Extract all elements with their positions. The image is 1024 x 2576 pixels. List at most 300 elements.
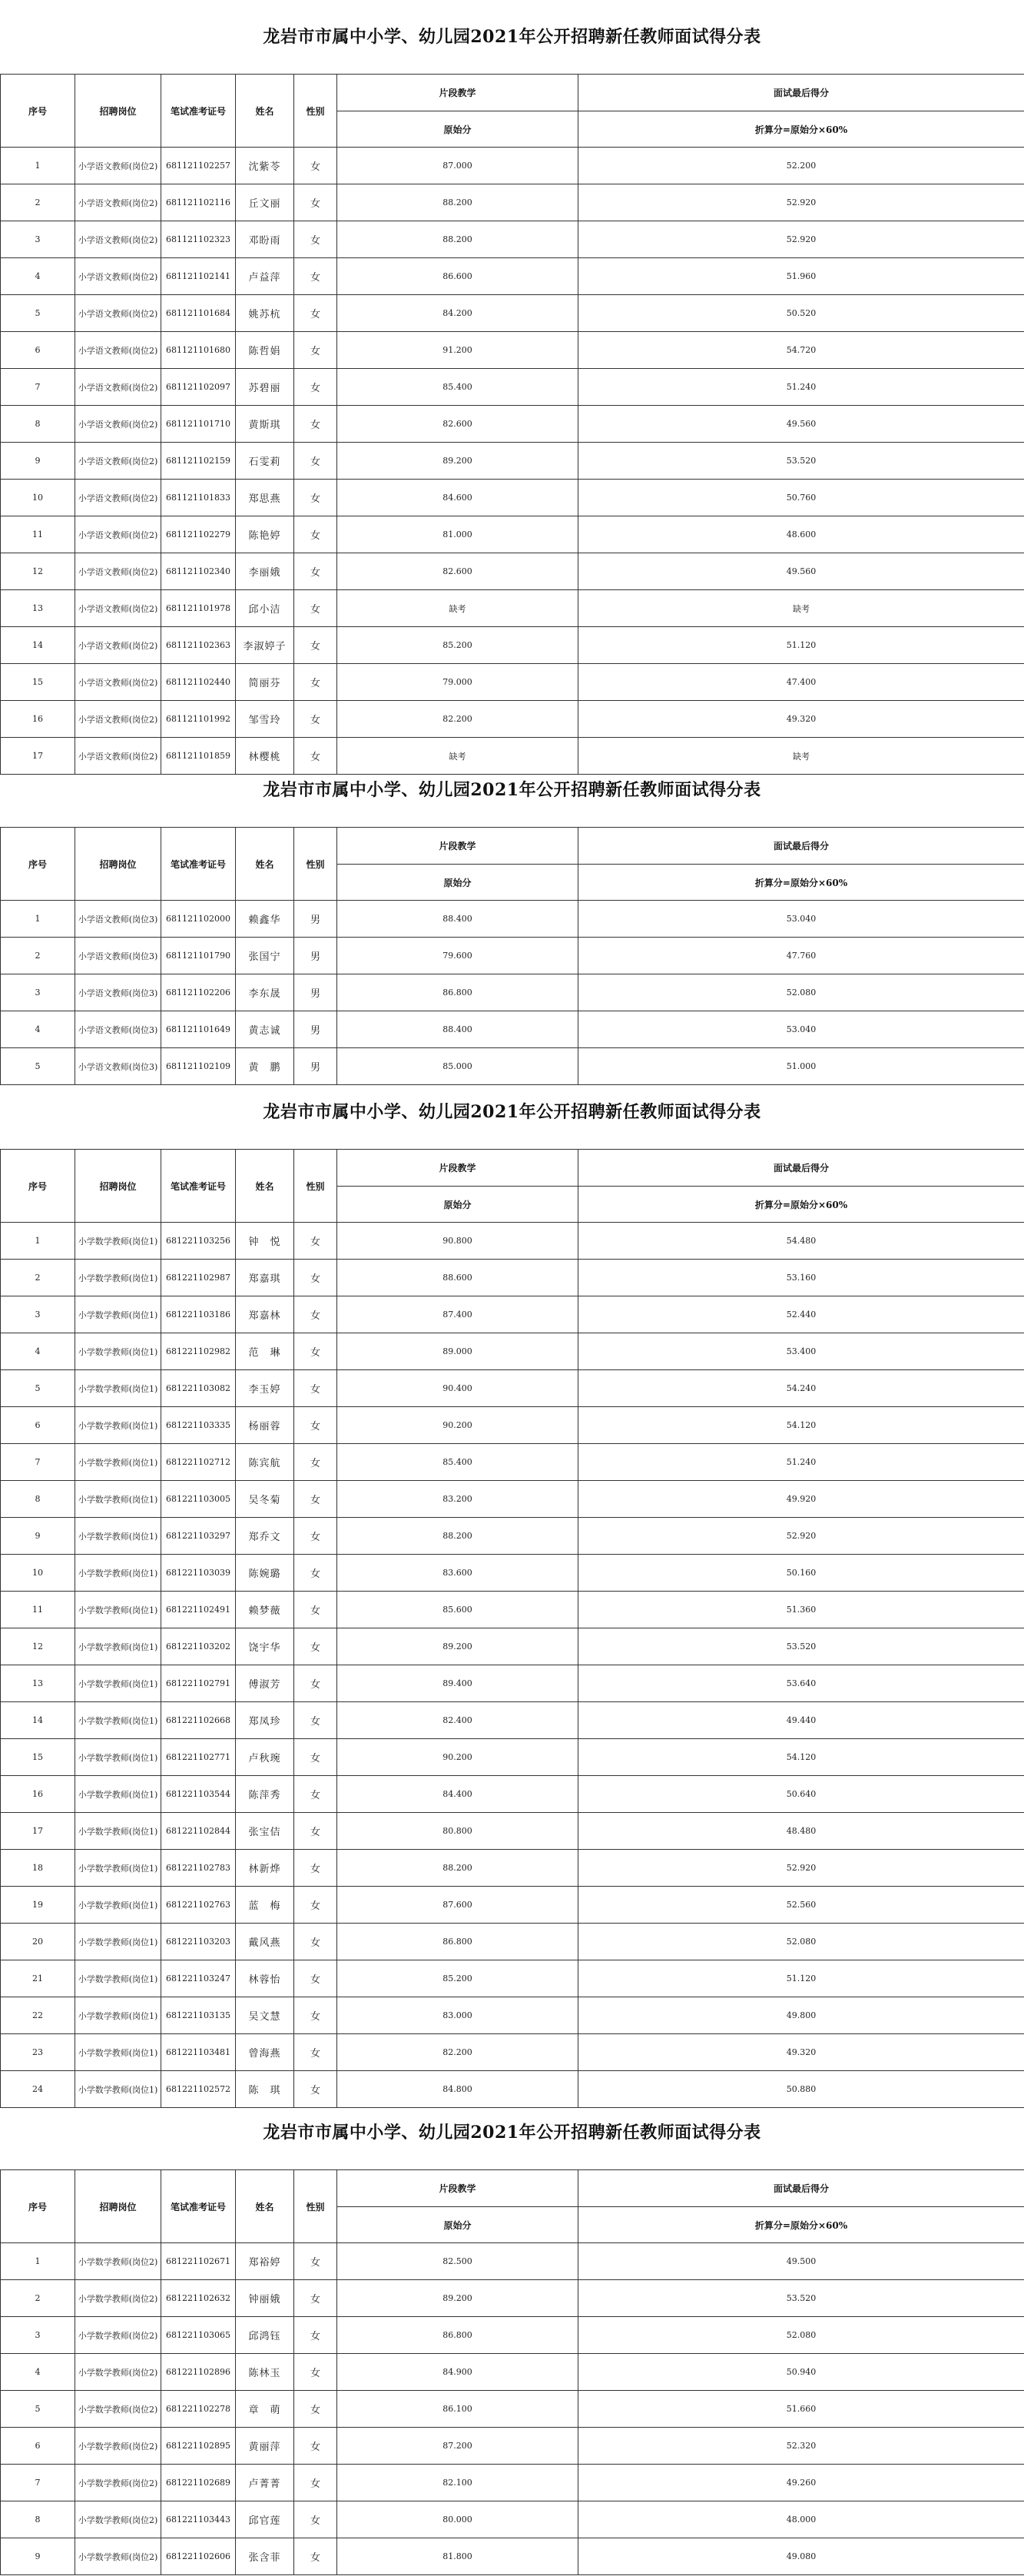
row-name: 卢益萍 [236,258,294,295]
row-final-score: 52.080 [578,974,1024,1011]
row-raw-score: 87.200 [337,2428,578,2465]
row-name: 姚苏杭 [236,295,294,332]
row-name: 郑嘉林 [236,1296,294,1333]
row-seq: 8 [1,406,75,443]
row-exam-no: 681221103481 [161,2034,236,2071]
row-raw-score: 84.600 [337,480,578,516]
row-gender: 女 [294,1776,337,1813]
row-gender: 女 [294,1555,337,1592]
row-gender: 女 [294,1296,337,1333]
row-final-score: 53.040 [578,901,1024,938]
row-seq: 7 [1,2465,75,2501]
table-row [1,627,1024,664]
header-final-score: 面试最后得分 [578,828,1024,865]
row-gender: 女 [294,1223,337,1260]
table-row [1,2538,1024,2575]
row-exam-no: 681221103202 [161,1628,236,1665]
row-post: 小学语文教师(岗位2) [75,553,161,590]
row-seq: 17 [1,738,75,775]
row-seq: 3 [1,221,75,258]
header-gender: 性别 [294,828,337,901]
row-post: 小学数学教师(岗位1) [75,1850,161,1887]
row-gender: 女 [294,1628,337,1665]
row-seq: 10 [1,480,75,516]
score-table-section [0,1075,1024,2108]
row-post: 小学数学教师(岗位2) [75,2243,161,2280]
row-gender: 女 [294,406,337,443]
row-final-score: 48.600 [578,516,1024,553]
row-final-score: 49.500 [578,2243,1024,2280]
score-table [0,2169,1024,2575]
row-post: 小学数学教师(岗位1) [75,1997,161,2034]
header-fragment-teaching: 片段教学 [337,2170,578,2207]
table-row [1,480,1024,516]
row-seq: 3 [1,2317,75,2354]
row-seq: 9 [1,2538,75,2575]
row-post: 小学数学教师(岗位2) [75,2354,161,2391]
row-seq: 17 [1,1813,75,1850]
row-seq: 3 [1,1296,75,1333]
row-exam-no: 681221103082 [161,1370,236,1407]
row-raw-score: 90.800 [337,1223,578,1260]
row-seq: 16 [1,1776,75,1813]
table-row [1,901,1024,938]
row-name: 郑思燕 [236,480,294,516]
row-exam-no: 681221102844 [161,1813,236,1850]
table-row [1,1739,1024,1776]
row-name: 沈紫苓 [236,148,294,184]
row-raw-score: 82.200 [337,701,578,738]
row-gender: 女 [294,184,337,221]
table-row [1,1518,1024,1555]
row-post: 小学数学教师(岗位1) [75,1813,161,1850]
row-name: 黄斯琪 [236,406,294,443]
row-exam-no: 681221102791 [161,1665,236,1702]
table-row [1,1702,1024,1739]
header-fragment-teaching: 片段教学 [337,828,578,865]
row-name: 郑裕婷 [236,2243,294,2280]
table-row [1,1924,1024,1960]
row-name: 郑嘉琪 [236,1260,294,1296]
table-row [1,1592,1024,1628]
row-exam-no: 681221102606 [161,2538,236,2575]
row-final-score: 54.120 [578,1407,1024,1444]
row-post: 小学语文教师(岗位2) [75,443,161,480]
row-seq: 11 [1,1592,75,1628]
row-gender: 女 [294,1702,337,1739]
row-post: 小学语文教师(岗位3) [75,938,161,974]
row-raw-score: 83.200 [337,1481,578,1518]
header-exam-no: 笔试准考证号 [161,2170,236,2243]
row-gender: 女 [294,2071,337,2108]
row-final-score: 49.560 [578,553,1024,590]
row-raw-score: 90.200 [337,1739,578,1776]
row-raw-score: 89.200 [337,443,578,480]
row-exam-no: 681221102783 [161,1850,236,1887]
row-raw-score: 88.200 [337,221,578,258]
row-name: 邱官莲 [236,2501,294,2538]
table-row [1,701,1024,738]
table-row [1,1011,1024,1048]
table-row [1,590,1024,627]
row-gender: 女 [294,1260,337,1296]
row-exam-no: 681121102141 [161,258,236,295]
row-final-score: 51.240 [578,1444,1024,1481]
row-seq: 9 [1,443,75,480]
header-exam-no: 笔试准考证号 [161,75,236,148]
row-name: 张含菲 [236,2538,294,2575]
row-name: 钟 悦 [236,1223,294,1260]
table-row [1,2501,1024,2538]
row-gender: 女 [294,1333,337,1370]
table-row [1,1407,1024,1444]
row-raw-score: 88.600 [337,1260,578,1296]
row-gender: 女 [294,738,337,775]
row-seq: 1 [1,2243,75,2280]
row-raw-score: 81.800 [337,2538,578,2575]
row-post: 小学数学教师(岗位1) [75,1776,161,1813]
row-final-score: 49.080 [578,2538,1024,2575]
row-final-score: 54.240 [578,1370,1024,1407]
table-row [1,295,1024,332]
row-post: 小学语文教师(岗位2) [75,221,161,258]
row-raw-score: 81.000 [337,516,578,553]
row-gender: 女 [294,2243,337,2280]
header-gender: 性别 [294,2170,337,2243]
row-name: 陈 琪 [236,2071,294,2108]
row-exam-no: 681121102097 [161,369,236,406]
row-post: 小学语文教师(岗位3) [75,901,161,938]
row-name: 石雯莉 [236,443,294,480]
row-final-score: 51.120 [578,627,1024,664]
table-title: 龙岩市市属中小学、幼儿园2021年公开招聘新任教师面试得分表 [263,27,761,47]
row-exam-no: 681221103065 [161,2317,236,2354]
row-post: 小学数学教师(岗位1) [75,1665,161,1702]
row-gender: 女 [294,1518,337,1555]
row-gender: 女 [294,1665,337,1702]
table-title: 龙岩市市属中小学、幼儿园2021年公开招聘新任教师面试得分表 [263,1102,761,1122]
row-post: 小学语文教师(岗位2) [75,738,161,775]
table-row [1,2428,1024,2465]
row-name: 赖鑫华 [236,901,294,938]
row-final-score: 54.480 [578,1223,1024,1260]
row-final-score: 52.920 [578,184,1024,221]
row-post: 小学数学教师(岗位1) [75,1739,161,1776]
row-exam-no: 681221102278 [161,2391,236,2428]
row-seq: 5 [1,2391,75,2428]
row-exam-no: 681121101992 [161,701,236,738]
row-exam-no: 681221103544 [161,1776,236,1813]
row-exam-no: 681121102109 [161,1048,236,1085]
row-seq: 22 [1,1997,75,2034]
row-raw-score: 86.800 [337,974,578,1011]
row-gender: 男 [294,1048,337,1085]
header-converted: 折算分=原始分×60% [578,111,1024,148]
row-final-score: 48.480 [578,1813,1024,1850]
row-name: 邹雪玲 [236,701,294,738]
row-raw-score: 85.400 [337,369,578,406]
row-seq: 1 [1,148,75,184]
row-seq: 23 [1,2034,75,2071]
header-exam-no: 笔试准考证号 [161,828,236,901]
row-exam-no: 681121101859 [161,738,236,775]
score-table-section [0,0,1024,775]
row-name: 郑凤珍 [236,1702,294,1739]
row-seq: 15 [1,664,75,701]
row-raw-score: 87.400 [337,1296,578,1333]
row-post: 小学语文教师(岗位2) [75,701,161,738]
header-seq: 序号 [1,75,75,148]
row-gender: 女 [294,2280,337,2317]
row-raw-score: 85.200 [337,1960,578,1997]
row-exam-no: 681121102340 [161,553,236,590]
row-post: 小学数学教师(岗位2) [75,2391,161,2428]
row-exam-no: 681221102668 [161,1702,236,1739]
row-seq: 12 [1,1628,75,1665]
row-post: 小学语文教师(岗位3) [75,974,161,1011]
row-final-score: 缺考 [578,590,1024,627]
row-raw-score: 85.400 [337,1444,578,1481]
row-final-score: 53.400 [578,1333,1024,1370]
row-raw-score: 80.800 [337,1813,578,1850]
table-row [1,258,1024,295]
row-name: 林樱桃 [236,738,294,775]
row-raw-score: 82.100 [337,2465,578,2501]
row-final-score: 52.320 [578,2428,1024,2465]
row-final-score: 52.440 [578,1296,1024,1333]
row-exam-no: 681221103256 [161,1223,236,1260]
row-exam-no: 681221102896 [161,2354,236,2391]
row-gender: 女 [294,516,337,553]
row-raw-score: 89.200 [337,2280,578,2317]
row-final-score: 54.720 [578,332,1024,369]
row-name: 李丽娥 [236,553,294,590]
row-final-score: 50.160 [578,1555,1024,1592]
row-final-score: 53.520 [578,2280,1024,2317]
row-post: 小学语文教师(岗位3) [75,1011,161,1048]
row-exam-no: 681221102771 [161,1739,236,1776]
row-exam-no: 681121102323 [161,221,236,258]
header-post: 招聘岗位 [75,828,161,901]
score-table-section [0,753,1024,1085]
row-gender: 女 [294,1370,337,1407]
row-final-score: 51.360 [578,1592,1024,1628]
row-raw-score: 84.800 [337,2071,578,2108]
score-table [0,827,1024,1085]
header-seq: 序号 [1,1150,75,1223]
header-raw-score: 原始分 [337,2207,578,2243]
row-final-score: 48.000 [578,2501,1024,2538]
row-post: 小学数学教师(岗位2) [75,2317,161,2354]
row-final-score: 54.120 [578,1739,1024,1776]
row-name: 黄丽萍 [236,2428,294,2465]
row-post: 小学数学教师(岗位1) [75,1592,161,1628]
row-raw-score: 82.600 [337,553,578,590]
row-seq: 2 [1,184,75,221]
row-gender: 女 [294,2317,337,2354]
table-row [1,1333,1024,1370]
header-post: 招聘岗位 [75,2170,161,2243]
header-name: 姓名 [236,75,294,148]
row-post: 小学数学教师(岗位1) [75,1518,161,1555]
row-name: 吴文慧 [236,1997,294,2034]
row-name: 戴风燕 [236,1924,294,1960]
row-exam-no: 681121101684 [161,295,236,332]
table-row [1,1555,1024,1592]
row-seq: 21 [1,1960,75,1997]
row-seq: 6 [1,2428,75,2465]
row-seq: 7 [1,369,75,406]
row-raw-score: 82.200 [337,2034,578,2071]
row-raw-score: 缺考 [337,590,578,627]
row-raw-score: 82.500 [337,2243,578,2280]
row-gender: 女 [294,148,337,184]
row-raw-score: 85.600 [337,1592,578,1628]
row-final-score: 47.400 [578,664,1024,701]
row-name: 简丽芬 [236,664,294,701]
row-raw-score: 88.400 [337,1011,578,1048]
header-post: 招聘岗位 [75,1150,161,1223]
row-seq: 2 [1,1260,75,1296]
row-post: 小学数学教师(岗位1) [75,1887,161,1924]
row-name: 丘文丽 [236,184,294,221]
row-final-score: 51.960 [578,258,1024,295]
row-final-score: 52.560 [578,1887,1024,1924]
row-name: 饶宇华 [236,1628,294,1665]
row-seq: 24 [1,2071,75,2108]
table-row [1,1223,1024,1260]
header-final-score: 面试最后得分 [578,75,1024,111]
row-seq: 3 [1,974,75,1011]
row-final-score: 50.880 [578,2071,1024,2108]
row-post: 小学语文教师(岗位2) [75,590,161,627]
row-name: 李玉婷 [236,1370,294,1407]
row-raw-score: 83.000 [337,1997,578,2034]
row-final-score: 缺考 [578,738,1024,775]
row-final-score: 53.040 [578,1011,1024,1048]
row-final-score: 49.320 [578,2034,1024,2071]
row-seq: 6 [1,1407,75,1444]
header-post: 招聘岗位 [75,75,161,148]
row-seq: 18 [1,1850,75,1887]
row-name: 陈婉璐 [236,1555,294,1592]
row-gender: 女 [294,295,337,332]
row-exam-no: 681221103443 [161,2501,236,2538]
table-row [1,1997,1024,2034]
table-row [1,1481,1024,1518]
table-row [1,1628,1024,1665]
header-fragment-teaching: 片段教学 [337,75,578,111]
row-seq: 15 [1,1739,75,1776]
table-row [1,1850,1024,1887]
row-final-score: 49.920 [578,1481,1024,1518]
header-final-score: 面试最后得分 [578,2170,1024,2207]
row-name: 张国宁 [236,938,294,974]
row-post: 小学数学教师(岗位1) [75,1628,161,1665]
row-name: 章 萌 [236,2391,294,2428]
row-raw-score: 86.100 [337,2391,578,2428]
row-raw-score: 84.200 [337,295,578,332]
table-row [1,406,1024,443]
row-name: 黄 鹏 [236,1048,294,1085]
row-gender: 女 [294,480,337,516]
row-exam-no: 681121101680 [161,332,236,369]
row-post: 小学数学教师(岗位2) [75,2428,161,2465]
row-final-score: 49.260 [578,2465,1024,2501]
row-post: 小学数学教师(岗位1) [75,1444,161,1481]
table-row [1,332,1024,369]
row-final-score: 50.640 [578,1776,1024,1813]
row-final-score: 52.920 [578,1850,1024,1887]
row-gender: 女 [294,443,337,480]
row-post: 小学数学教师(岗位1) [75,1223,161,1260]
row-seq: 8 [1,1481,75,1518]
row-post: 小学语文教师(岗位2) [75,664,161,701]
row-name: 陈宾航 [236,1444,294,1481]
row-post: 小学数学教师(岗位1) [75,1260,161,1296]
header-raw-score: 原始分 [337,111,578,148]
row-raw-score: 85.000 [337,1048,578,1085]
row-post: 小学数学教师(岗位1) [75,2034,161,2071]
row-name: 郑乔文 [236,1518,294,1555]
row-raw-score: 84.400 [337,1776,578,1813]
row-seq: 7 [1,1444,75,1481]
row-final-score: 49.560 [578,406,1024,443]
row-post: 小学数学教师(岗位2) [75,2280,161,2317]
row-name: 陈萍秀 [236,1776,294,1813]
header-raw-score: 原始分 [337,1187,578,1223]
row-gender: 男 [294,901,337,938]
row-final-score: 51.120 [578,1960,1024,1997]
table-row [1,2354,1024,2391]
row-post: 小学数学教师(岗位1) [75,1407,161,1444]
row-gender: 女 [294,627,337,664]
row-exam-no: 681221102491 [161,1592,236,1628]
row-raw-score: 79.600 [337,938,578,974]
row-raw-score: 87.600 [337,1887,578,1924]
row-name: 黄志诚 [236,1011,294,1048]
table-title: 龙岩市市属中小学、幼儿园2021年公开招聘新任教师面试得分表 [263,780,761,800]
row-exam-no: 681121102257 [161,148,236,184]
row-seq: 12 [1,553,75,590]
row-gender: 女 [294,332,337,369]
row-gender: 女 [294,1407,337,1444]
row-gender: 女 [294,258,337,295]
row-seq: 2 [1,2280,75,2317]
table-row [1,2391,1024,2428]
row-final-score: 51.000 [578,1048,1024,1085]
row-final-score: 49.440 [578,1702,1024,1739]
row-exam-no: 681121102279 [161,516,236,553]
header-raw-score: 原始分 [337,865,578,901]
table-row [1,2034,1024,2071]
row-gender: 女 [294,1739,337,1776]
row-exam-no: 681121101710 [161,406,236,443]
row-seq: 13 [1,590,75,627]
row-exam-no: 681221103297 [161,1518,236,1555]
row-exam-no: 681221103135 [161,1997,236,2034]
row-final-score: 53.160 [578,1260,1024,1296]
row-seq: 4 [1,258,75,295]
row-gender: 女 [294,1592,337,1628]
row-raw-score: 87.000 [337,148,578,184]
row-final-score: 53.520 [578,443,1024,480]
row-raw-score: 91.200 [337,332,578,369]
header-name: 姓名 [236,1150,294,1223]
row-post: 小学语文教师(岗位2) [75,627,161,664]
row-raw-score: 84.900 [337,2354,578,2391]
row-seq: 5 [1,1370,75,1407]
